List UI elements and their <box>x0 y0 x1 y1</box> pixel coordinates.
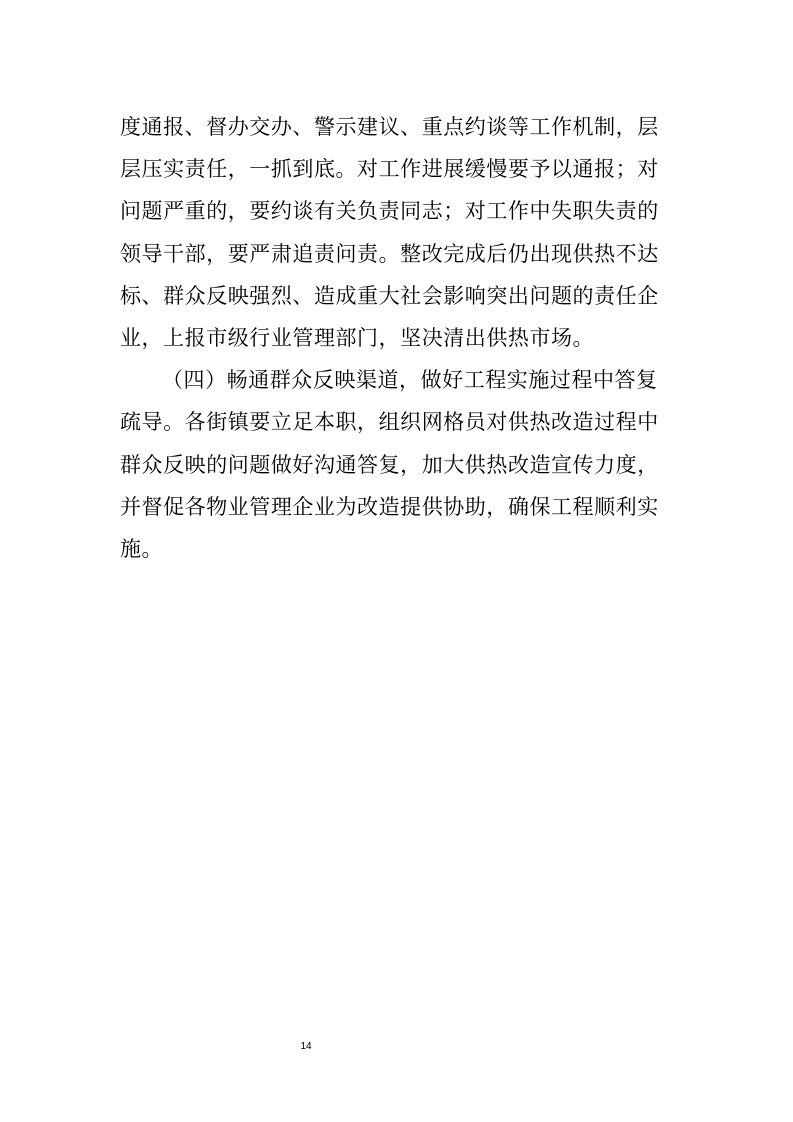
paragraph-line: 层压实责任，一抓到底。对工作进展缓慢要予以通报；对 <box>120 157 659 182</box>
paragraph-line: 度通报、督办交办、警示建议、重点约谈等工作机制，层 <box>120 115 659 139</box>
paragraph-line: 业，上报市级行业管理部门，坚决清出供热市场。 <box>120 325 595 350</box>
paragraph-line: 施。 <box>120 536 164 561</box>
paragraph-line: 并督促各物业管理企业为改造提供协助，确保工程顺利实 <box>120 494 659 519</box>
body-text <box>120 106 676 570</box>
paragraph-line: 群众反映的问题做好沟通答复，加大供热改造宣传力度， <box>120 452 659 477</box>
paragraph-line: 标、群众反映强烈、造成重大社会影响突出问题的责任企 <box>120 283 659 308</box>
paragraph-line: 领导干部，要严肃追责问责。整改完成后仍出现供热不达 <box>120 241 659 266</box>
section-heading-line: （四）畅通群众反映渠道，做好工程实施过程中答复 <box>162 368 658 393</box>
paragraph-line: 疏导。各街镇要立足本职，组织网格员对供热改造过程中 <box>120 410 659 435</box>
page-number: 14 <box>300 1041 312 1052</box>
paragraph-line: 问题严重的，要约谈有关负责同志；对工作中失职失责的 <box>120 199 659 224</box>
